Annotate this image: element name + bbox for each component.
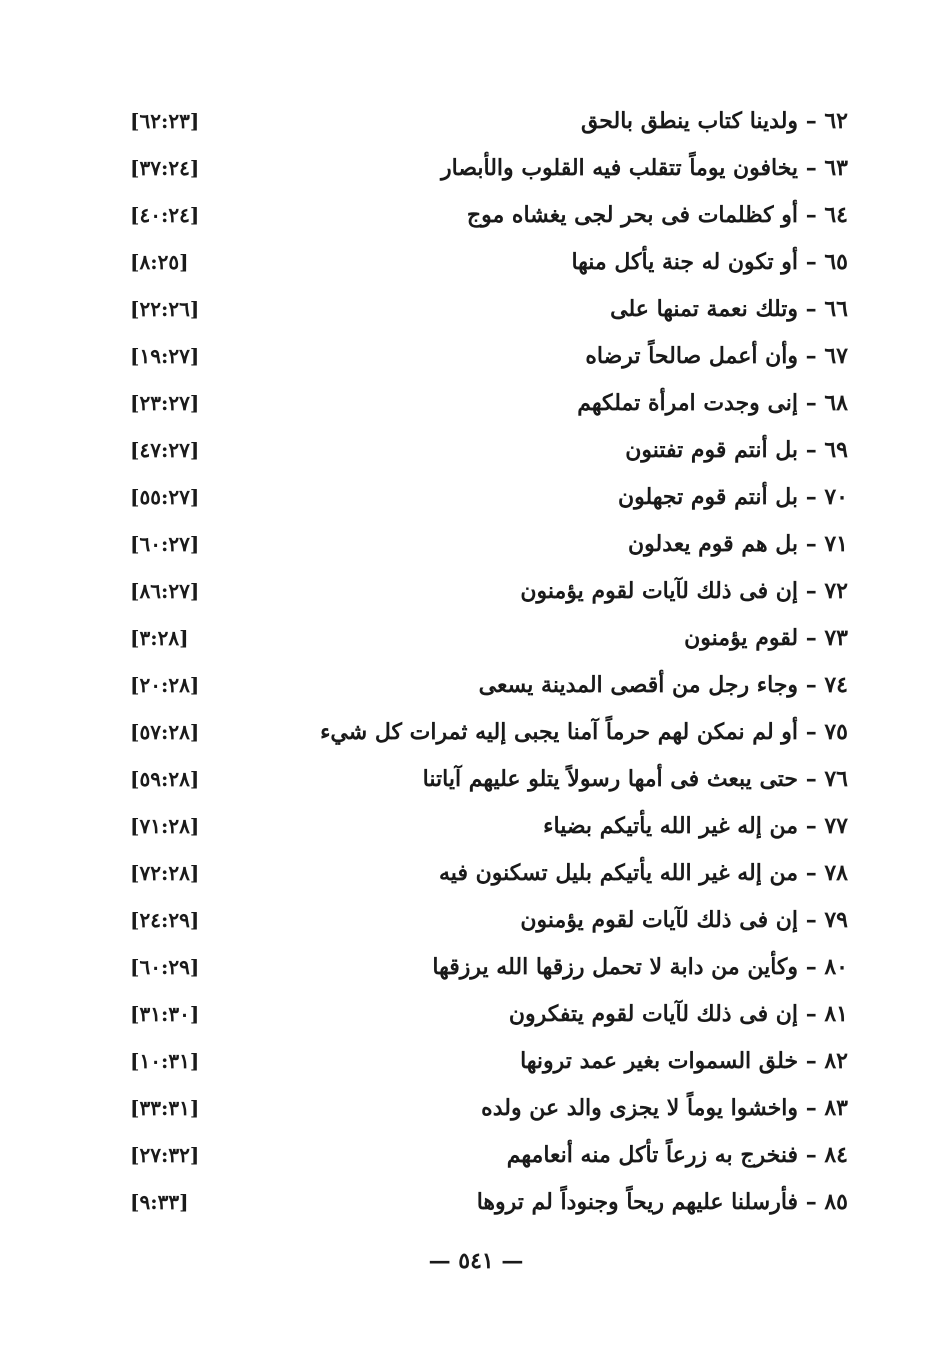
entry-text: ٦٤ – أو كظلمات فى بحر لجى يغشاه موج xyxy=(466,202,848,228)
list-item xyxy=(0,756,952,803)
page-number: — ٥٤١ — xyxy=(428,1248,524,1274)
entry-text: ٧٢ – إن فى ذلك لآيات لقوم يؤمنون xyxy=(520,578,848,604)
list-item xyxy=(0,662,952,709)
entry-text: ٦٣ – يخافون يوماً تتقلب فيه القلوب والأبصار xyxy=(441,155,848,181)
entry-reference: [٤٠:٢٤] xyxy=(130,203,200,227)
list-item xyxy=(0,1038,952,1085)
entry-reference: [٤٧:٢٧] xyxy=(130,438,200,462)
list-item xyxy=(0,1085,952,1132)
entry-text: ٧٦ – حتى يبعث فى أمها رسولاً يتلو عليهم آياتنا xyxy=(422,766,848,792)
entry-reference: [٢٢:٢٦] xyxy=(130,297,200,321)
entry-reference: [١٩:٢٧] xyxy=(130,344,200,368)
list-item xyxy=(0,944,952,991)
entry-reference: [٢٣:٢٧] xyxy=(130,391,200,415)
entry-reference: [٨:٢٥] xyxy=(130,250,189,274)
entry-reference: [٢٧:٣٢] xyxy=(130,1143,200,1167)
entry-reference: [٦٠:٢٩] xyxy=(130,955,200,979)
list-item xyxy=(0,1179,952,1226)
entry-reference: [٣٧:٢٤] xyxy=(130,156,200,180)
list-item xyxy=(0,474,952,521)
entry-text: ٦٢ – ولدينا كتاب ينطق بالحق xyxy=(580,108,848,134)
entry-text: ٧٥ – أو لم نمكن لهم حرماً آمنا يجبى إليه ثمرات كل شيء xyxy=(320,719,848,745)
list-item xyxy=(0,145,952,192)
list-item xyxy=(0,239,952,286)
entry-reference: [٢٤:٢٩] xyxy=(130,908,200,932)
entry-text: ٨١ – إن فى ذلك لآيات لقوم يتفكرون xyxy=(508,1001,848,1027)
entry-text: ٨٣ – واخشوا يوماً لا يجزى والد عن ولده xyxy=(481,1095,848,1121)
entry-text: ٧٧ – من إله غير الله يأتيكم بضياء xyxy=(543,813,848,839)
entry-reference: [٨٦:٢٧] xyxy=(130,579,200,603)
entry-list xyxy=(0,98,952,1226)
list-item xyxy=(0,427,952,474)
list-item xyxy=(0,1132,952,1179)
list-item xyxy=(0,991,952,1038)
entry-reference: [٥٥:٢٧] xyxy=(130,485,200,509)
entry-text: ٦٥ – أو تكون له جنة يأكل منها xyxy=(571,249,848,275)
list-item xyxy=(0,521,952,568)
entry-reference: [٦٢:٢٣] xyxy=(130,109,200,133)
list-item xyxy=(0,850,952,897)
entry-text: ٨٤ – فنخرج به زرعاً تأكل منه أنعامهم xyxy=(506,1142,848,1168)
entry-text: ٧٩ – إن فى ذلك لآيات لقوم يؤمنون xyxy=(520,907,848,933)
list-item xyxy=(0,192,952,239)
list-item xyxy=(0,709,952,756)
entry-text: ٨٠ – وكأين من دابة لا تحمل رزقها الله يرزقها xyxy=(432,954,848,980)
entry-text: ٧٤ – وجاء رجل من أقصى المدينة يسعى xyxy=(478,672,848,698)
entry-reference: [٦٠:٢٧] xyxy=(130,532,200,556)
list-item xyxy=(0,286,952,333)
entry-text: ٧٣ – لقوم يؤمنون xyxy=(684,625,848,651)
entry-reference: [٢٠:٢٨] xyxy=(130,673,200,697)
list-item xyxy=(0,98,952,145)
list-item xyxy=(0,615,952,662)
entry-text: ٧٠ – بل أنتم قوم تجهلون xyxy=(617,484,848,510)
entry-reference: [٣٣:٣١] xyxy=(130,1096,200,1120)
entry-text: ٧١ – بل هم قوم يعدلون xyxy=(628,531,848,557)
list-item xyxy=(0,333,952,380)
entry-reference: [٣١:٣٠] xyxy=(130,1002,200,1026)
entry-reference: [٧١:٢٨] xyxy=(130,814,200,838)
entry-text: ٧٨ – من إله غير الله يأتيكم بليل تسكنون فيه xyxy=(439,860,848,886)
entry-reference: [٣:٢٨] xyxy=(130,626,189,650)
entry-text: ٨٥ – فأرسلنا عليهم ريحاً وجنوداً لم تروها xyxy=(476,1189,848,1215)
list-item xyxy=(0,380,952,427)
list-item xyxy=(0,803,952,850)
entry-text: ٦٧ – وأن أعمل صالحاً ترضاه xyxy=(585,343,848,369)
entry-text: ٨٢ – خلق السموات بغير عمد ترونها xyxy=(520,1048,848,1074)
list-item xyxy=(0,568,952,615)
entry-reference: [٥٩:٢٨] xyxy=(130,767,200,791)
entry-reference: [٩:٣٣] xyxy=(130,1190,189,1214)
list-item xyxy=(0,897,952,944)
entry-text: ٦٦ – وتلك نعمة تمنها على xyxy=(610,296,848,322)
entry-reference: [٧٢:٢٨] xyxy=(130,861,200,885)
entry-text: ٦٩ – بل أنتم قوم تفتنون xyxy=(625,437,848,463)
entry-reference: [٥٧:٢٨] xyxy=(130,720,200,744)
entry-text: ٦٨ – إنى وجدت امرأة تملكهم xyxy=(577,390,848,416)
entry-reference: [١٠:٣١] xyxy=(130,1049,200,1073)
